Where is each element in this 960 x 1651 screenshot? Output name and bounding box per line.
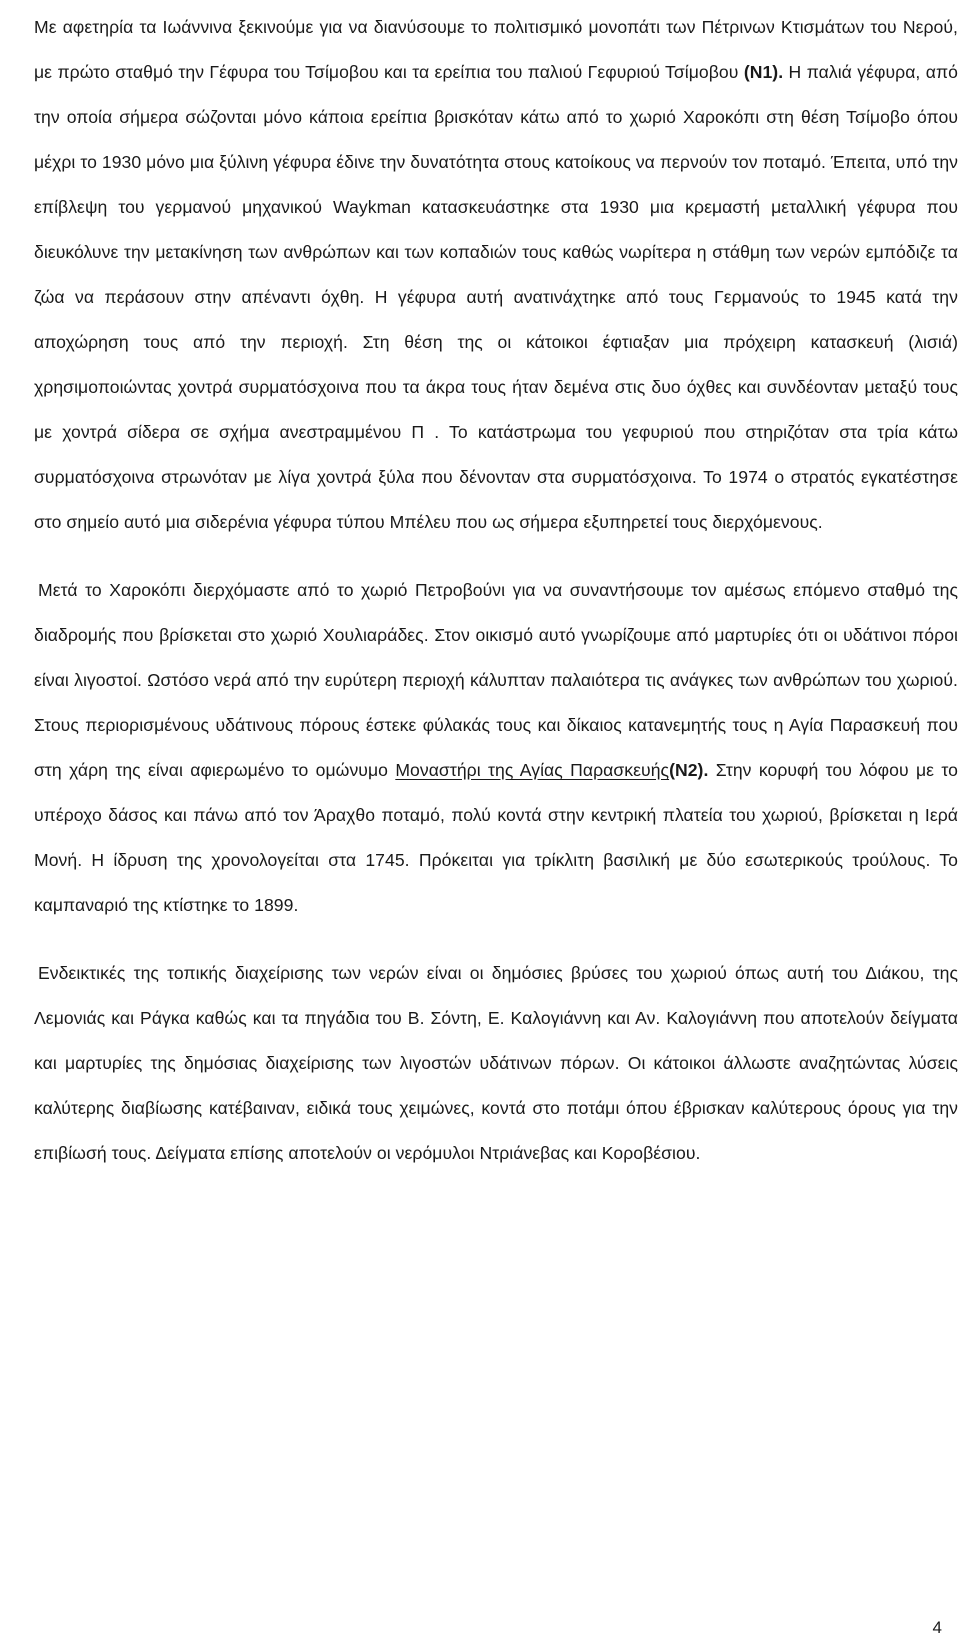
paragraph2-text-b: Στην κορυφή του λόφου με το υπέροχο δάσος και πάνω από τον Άραχθο ποταμό, πολύ κοντά στην κεντρική πλατεία του χωριού, βρίσκεται η Ιερά Μονή. Η ίδρυση της χρονολογείται στα 1745. Πρόκειται για τρίκλιτη βασιλική με δύο εσωτερικούς τρούλους. Το καμπαναριό της κτίστηκε το 1899.	[34, 760, 958, 915]
paragraph3-text: Ενδεικτικές της τοπικής διαχείρισης των νερών είναι οι δημόσιες βρύσες του χωριού όπως αυτή του Διάκου, της Λεμονιάς και Ράγκα καθώς και τα πηγάδια του Β. Σόντη, Ε. Καλογιάννη και Αν. Καλογιάννη που αποτελούν δείγματα και μαρτυρίες της δημόσιας διαχείρισης των λιγοστών υδάτινων πόρων. Οι κάτοικοι άλλωστε αναζητώντας λύσεις καλύτερης διαβίωσης κατέβαιναν, ειδικά τους χειμώνες, κοντά στο ποτάμι όπου έβρισκαν καλύτερους όρους για την επιβίωσή τους. Δείγματα επίσης αποτελούν οι νερόμυλοι Ντριάνεβας και Κοροβέσιου.	[34, 963, 958, 1163]
paragraph1-text-a: Με αφετηρία τα Ιωάννινα ξεκινούμε για να διανύσουμε το πολιτισμικό μονοπάτι των Πέτρινων Κτισμάτων του Νερού, με πρώτο σταθμό την Γέφυρα του Τσίμοβου και τα ερείπια του παλιού Γεφυριού Τσίμοβου	[34, 17, 958, 82]
reference-n1: (Ν1).	[743, 62, 784, 82]
paragraph2-text-a: Μετά το Χαροκόπι διερχόμαστε από το χωριό Πετροβούνι για να συναντήσουμε τον αμέσως επόμενο σταθμό της διαδρομής που βρίσκεται στο χωριό Χουλιαράδες. Στον οικισμό αυτό γνωρίζουμε από μαρτυρίες ότι οι υδάτινοι πόροι είναι λιγοστοί. Ωστόσο νερά από την ευρύτερη περιοχή κάλυπταν παλαιότερα τις ανάγκες των ανθρώπων του χωριού. Στους περιορισμένους υδάτινους πόρους έστεκε φύλακάς τους και δίκαιος κατανεμητής τους η Αγία Παρασκευή που στη χάρη της είναι αφιερωμένο το ομώνυμο	[34, 580, 958, 780]
paragraph-agia-paraskevi	[34, 568, 958, 928]
reference-n2: (Ν2).	[669, 760, 709, 780]
document-page	[34, 0, 958, 1176]
paragraph-water-management	[34, 951, 958, 1176]
paragraph-tsimovo-bridge	[34, 5, 958, 545]
monastery-link[interactable]: Μοναστήρι της Αγίας Παρασκευής	[395, 760, 670, 780]
page-number: 4	[932, 1618, 942, 1637]
paragraph1-text-b: Η παλιά γέφυρα, από την οποία σήμερα σώζονται μόνο κάποια ερείπια βρισκόταν κάτω από το χωριό Χαροκόπι στη θέση Τσίμοβο όπου μέχρι το 1930 μόνο μια ξύλινη γέφυρα έδινε την δυνατότητα στους κατοίκους να περνούν τον ποταμό. Έπειτα, υπό την επίβλεψη του γερμανού μηχανικού Waykman κατασκευάστηκε στα 1930 μια κρεμαστή μεταλλική γέφυρα που διευκόλυνε την μετακίνηση των ανθρώπων και των κοπαδιών τους καθώς νωρίτερα η στάθμη των νερών εμπόδιζε τα ζώα να περάσουν στην απέναντι όχθη. Η γέφυρα αυτή ανατινάχτηκε από τους Γερμανούς το 1945 κατά την αποχώρηση τους από την περιοχή. Στη θέση της οι κάτοικοι έφτιαξαν μια πρόχειρη κατασκευή (λισιά) χρησιμοποιώντας χοντρά συρματόσχοινα που τα άκρα τους ήταν δεμένα στις δυο όχθες και συνδέονταν μεταξύ τους με χοντρά σίδερα σε σχήμα ανεστραμμένου Π . Το κατάστρωμα του γεφυριού που στηριζόταν στα τρία κάτω συρματόσχοινα στρωνόταν με λίγα χοντρά ξύλα που δένονταν στα συρματόσχοινα. Το 1974 ο στρατός εγκατέστησε στο σημείο αυτό μια σιδερένια γέφυρα τύπου Μπέλευ που ως σήμερα εξυπηρετεί τους διερχόμενους.	[34, 62, 959, 532]
